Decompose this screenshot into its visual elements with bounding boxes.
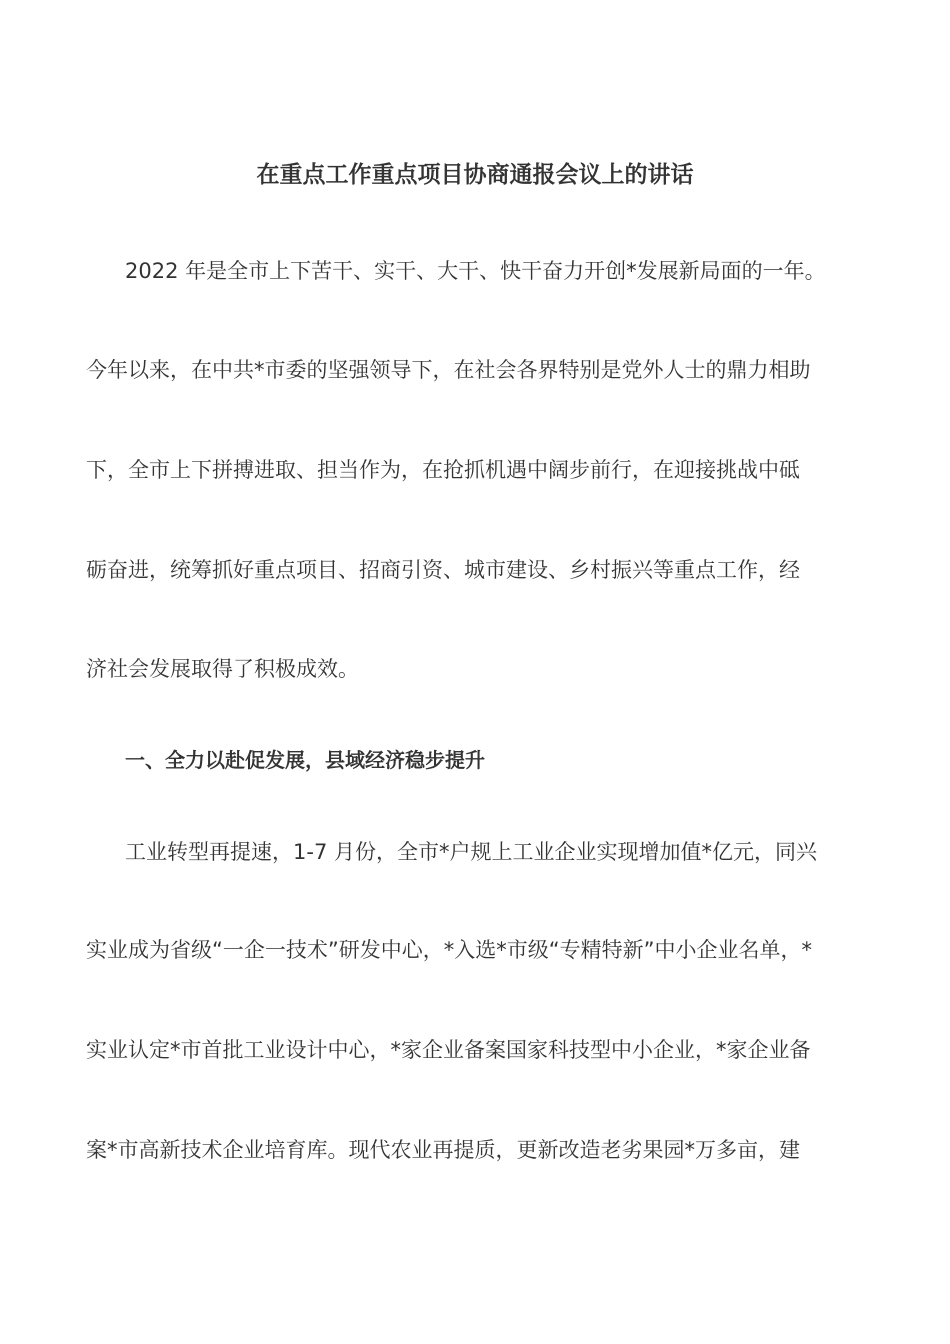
- paragraph-line: 实业认定*市首批工业设计中心，*家企业备案国家科技型中小企业，*家企业备: [86, 1038, 811, 1062]
- paragraph-line: 工业转型再提速，1-7 月份，全市*户规上工业企业实现增加值*亿元，同兴: [125, 840, 817, 864]
- paragraph-line: 砺奋进，统筹抓好重点项目、招商引资、城市建设、乡村振兴等重点工作，经: [86, 558, 800, 582]
- paragraph-line: 2022 年是全市上下苦干、实干、大干、快干奋力开创*发展新局面的一年。: [125, 259, 826, 283]
- paragraph-line: 下，全市上下拼搏进取、担当作为，在抢抓机遇中阔步前行，在迎接挑战中砥: [86, 458, 800, 482]
- paragraph-line: 实业成为省级“一企一技术”研发中心，*入选*市级“专精特新”中小企业名单，*: [86, 938, 813, 962]
- paragraph-line: 案*市高新技术企业培育库。现代农业再提质，更新改造老劣果园*万多亩，建: [86, 1138, 800, 1162]
- paragraph-line: 济社会发展取得了积极成效。: [86, 657, 359, 681]
- paragraph-line: 今年以来，在中共*市委的坚强领导下，在社会各界特别是党外人士的鼎力相助: [86, 358, 811, 382]
- document-title: 在重点工作重点项目协商通报会议上的讲话: [256, 162, 694, 188]
- section-heading: 一、全力以赴促发展，县域经济稳步提升: [125, 748, 485, 772]
